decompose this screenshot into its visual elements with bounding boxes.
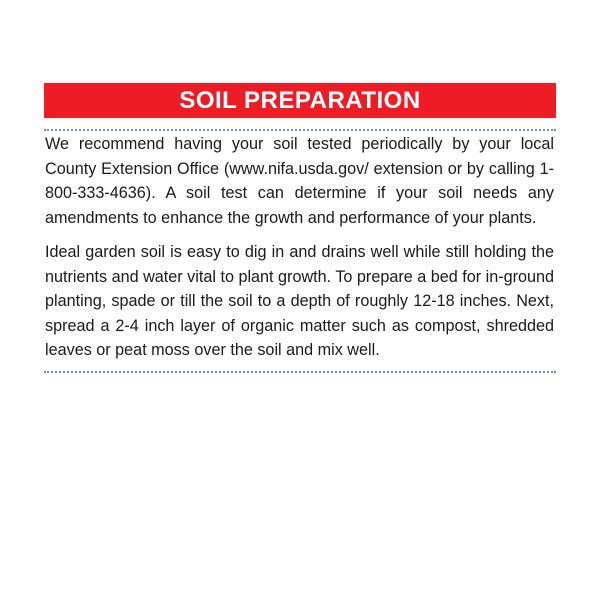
section-header-banner [44,83,556,118]
bottom-dotted-divider [44,371,556,373]
paragraph-soil-test: We recommend having your soil tested periodically by your local County Extension Office (www.nifa.usda.gov/ extension or by calling 1-800-333-4636). A soil test can determine if your soil needs any amendments to enhance the growth and performance of your plants. [45,135,554,227]
section-title: SOIL PREPARATION [179,87,421,114]
top-dotted-divider [44,129,556,131]
soil-preparation-section [44,83,556,373]
paragraph-ideal-soil: Ideal garden soil is easy to dig in and drains well while still holding the nutrients and water vital to plant growth. To prepare a bed for in-ground planting, spade or till the soil to a depth of roughly 12-18 inches. Next, spread a 2-4 inch layer of organic matter such as compost, shredded leaves or peat moss over the soil and mix well. [45,243,555,359]
section-body [44,132,556,363]
